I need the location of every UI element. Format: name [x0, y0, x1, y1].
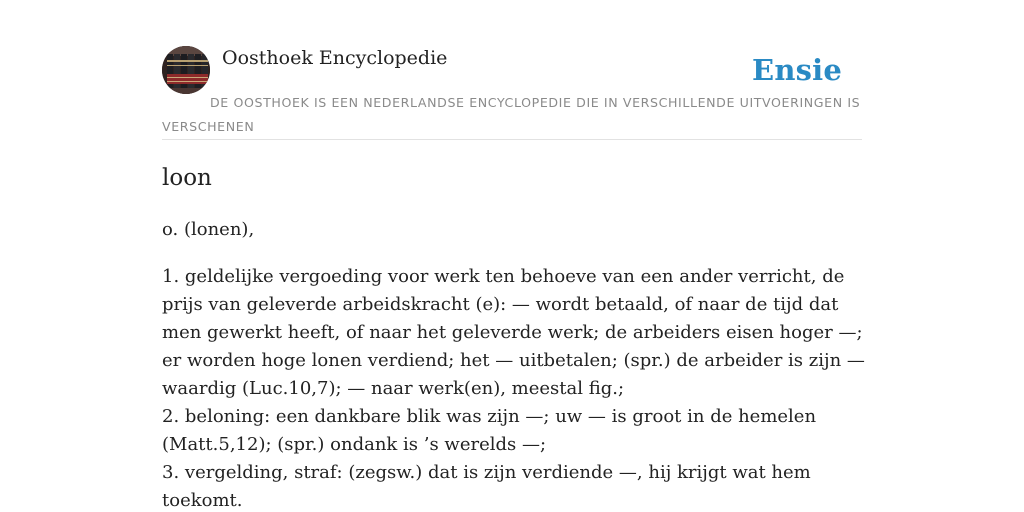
- entry-grammar: o. (lonen),: [162, 219, 255, 240]
- definition-sense-3: 3. vergelding, straf: (zegsw.) dat is zijn verdiende —, hij krijgt wat hem toekomt.: [162, 462, 811, 511]
- brand-logo[interactable]: Ensie: [752, 53, 842, 87]
- site-name[interactable]: Oosthoek Encyclopedie: [222, 47, 448, 69]
- entry-term: loon: [162, 165, 212, 191]
- site-tagline: DE OOSTHOEK IS EEN NEDERLANDSE ENCYCLOPEDIE DIE IN VERSCHILLENDE UITVOERINGEN IS VERSCHENEN: [162, 95, 861, 134]
- site-header: [162, 46, 862, 140]
- entry-content: [162, 160, 868, 512]
- definition-sense-2: 2. beloning: een dankbare blik was zijn —; uw — is groot in de hemelen (Matt.5,12); (spr.) ondank is ’s werelds —;: [162, 406, 817, 455]
- entry-definition: [162, 263, 868, 512]
- definition-sense-1: 1. geldelijke vergoeding voor werk ten behoeve van een ander verricht, de prijs van geleverde arbeidskracht (e): — wordt betaald, of naar de tijd dat men gewerkt heeft, of naar het geleverde werk; de arbeiders eisen hoger —; er worden hoge lonen verdiend; het — uitbetalen; (spr.) de arbeider is zijn — waardig (Luc.10,7); — naar werk(en), meestal fig.;: [162, 266, 865, 399]
- encyclopedia-books-icon[interactable]: [162, 46, 210, 94]
